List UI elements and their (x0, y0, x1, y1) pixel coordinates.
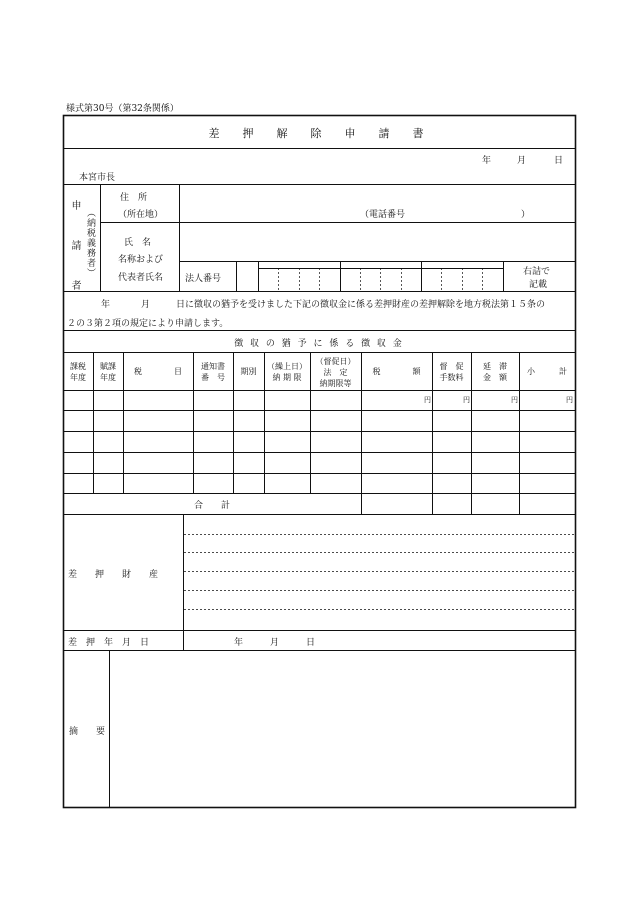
corp-number-label: 法人番号 (185, 274, 222, 284)
seizure-year: 年 (234, 638, 244, 648)
col-header-tax-year: 課税 年度 (70, 362, 86, 382)
phone-label: （電話番号 (360, 210, 406, 220)
form-number: 様式第30号（第32条関係） (66, 104, 179, 114)
col-header-period: 期別 (240, 367, 257, 376)
col-header-notice-number: 通知書 番 号 (201, 362, 225, 382)
name-sub-label-2: 代表者氏名 (118, 273, 164, 283)
unit-late-charge: 円 (511, 396, 518, 404)
section-title: 徴 収 の 猶 予 に 係 る 徴 収 金 (234, 339, 404, 349)
unit-demand-fee: 円 (463, 396, 470, 404)
date-day: 日 (554, 156, 564, 166)
col-header-legal-due-date: （督促日） 法 定 納期限等 (315, 357, 356, 388)
right-note-2: 記載 (529, 280, 548, 290)
seizure-day: 日 (306, 638, 316, 648)
phone-close: ） (521, 210, 531, 220)
seizure-month: 月 (270, 638, 280, 648)
page-title: 差 押 解 除 申 請 書 (208, 127, 430, 140)
unit-tax-amount: 円 (424, 396, 431, 404)
addressee: 本宮市長 (79, 173, 116, 183)
request-text-line1: 日に徴収の猶予を受けました下記の徴収金に係る差押財産の差押解除を地方税法第１５条の (176, 300, 546, 310)
applicant-side-label: 申 請 者 (69, 200, 80, 300)
request-year: 年 (101, 300, 111, 310)
col-header-subtotal: 小 計 (527, 367, 567, 376)
col-header-late-charge: 延 滞 金 額 (483, 362, 507, 382)
address-label: 住 所 (120, 193, 148, 203)
total-label: 合 計 (193, 501, 230, 511)
date-year: 年 (482, 156, 492, 166)
applicant-sub-label: （納税義務者） (85, 208, 95, 278)
seized-property-label: 差 押 財 産 (68, 570, 159, 580)
name-label: 氏 名 (124, 238, 152, 248)
right-note-1: 右詰で (523, 267, 551, 277)
col-header-demand-fee: 督 促 手数料 (439, 362, 464, 382)
col-header-tax-item: 税 目 (134, 367, 182, 376)
name-sub-label-1: 名称および (118, 255, 164, 265)
address-sub-label: （所在地） (118, 210, 164, 220)
unit-subtotal: 円 (566, 396, 573, 404)
date-month: 月 (517, 156, 527, 166)
summary-label: 摘 要 (69, 727, 106, 737)
col-header-due-date: （繰上日） 納 期 限 (267, 362, 307, 382)
col-header-levy-year: 賦課 年度 (100, 362, 116, 382)
col-header-tax-amount: 税 額 (372, 367, 421, 376)
request-month: 月 (141, 300, 151, 310)
request-text-line2: ２の３第２項の規定により申請します。 (67, 319, 229, 329)
seizure-date-label: 差 押 年 月 日 (68, 638, 150, 648)
